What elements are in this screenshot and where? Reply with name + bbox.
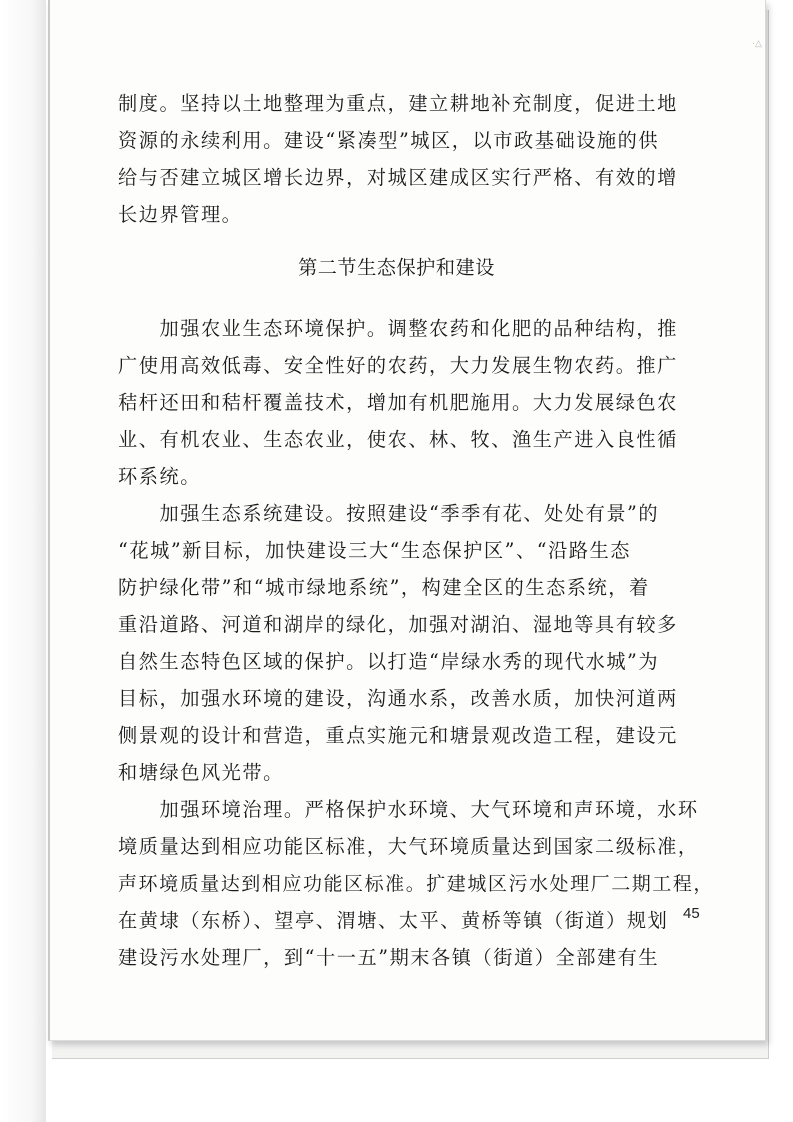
text-line: 重沿道路、河道和湖岸的绿化，加强对湖泊、湿地等具有较多 — [118, 613, 678, 636]
text-line: 制度。坚持以土地整理为重点，建立耕地补充制度，促进土地 — [118, 92, 678, 115]
text-line: 给与否建立城区增长边界，对城区建成区实行严格、有效的增 — [118, 166, 678, 189]
text-line: 声环境质量达到相应功能区标准。扩建城区污水处理厂二期工程， — [118, 873, 714, 895]
text-line: 侧景观的设计和营造，重点实施元和塘景观改造工程，建设元 — [118, 724, 678, 747]
text-line: 目标，加强水环境的建设，沟通水系，改善水质，加快河道两 — [118, 687, 678, 710]
page-number: 45 — [683, 905, 700, 922]
text-line: 秸杆还田和秸杆覆盖技术，增加有机肥施用。大力发展绿色农 — [118, 391, 678, 414]
text-line: 自然生态特色区域的保护。以打造“岸绿水秀的现代水城”为 — [118, 650, 660, 673]
text-line: 加强生态系统建设。按照建设“季季有花、处处有景”的 — [118, 502, 660, 525]
text-line: 建设污水处理厂，到“十一五”期末各镇（街道）全部建有生 — [118, 946, 660, 969]
text-line: 防护绿化带”和“城市绿地系统”，构建全区的生态系统，着 — [118, 576, 650, 599]
text-line: 业、有机农业、生态农业，使农、林、牧、渔生产进入良性循 — [118, 428, 678, 451]
text-line: 加强环境治理。严格保护水环境、大气环境和声环境，水环 — [118, 798, 699, 821]
section-heading: 第二节生态保护和建设 — [298, 256, 495, 279]
text-line: 资源的永续利用。建设“紧凑型”城区，以市政基础设施的供 — [118, 129, 660, 152]
text-line: 在黄埭（东桥）、望亭、渭塘、太平、黄桥等镇（街道）规划 — [118, 909, 669, 932]
text-line: 境质量达到相应功能区标准，大气环境质量达到国家二级标准， — [118, 835, 699, 858]
scanner-margin — [0, 0, 46, 1122]
text-line: “花城”新目标，加快建设三大“生态保护区”、“沿路生态 — [118, 539, 632, 562]
text-line: 和塘绿色风光带。 — [118, 761, 284, 784]
text-line: 环系统。 — [118, 465, 201, 488]
text-line: 广使用高效低毒、安全性好的农药，大力发展生物农药。推广 — [118, 354, 678, 377]
text-line: 加强农业生态环境保护。调整农药和化肥的品种结构，推 — [118, 317, 678, 340]
scan-mark: ·△ — [752, 38, 762, 48]
text-line: 长边界管理。 — [118, 203, 243, 226]
